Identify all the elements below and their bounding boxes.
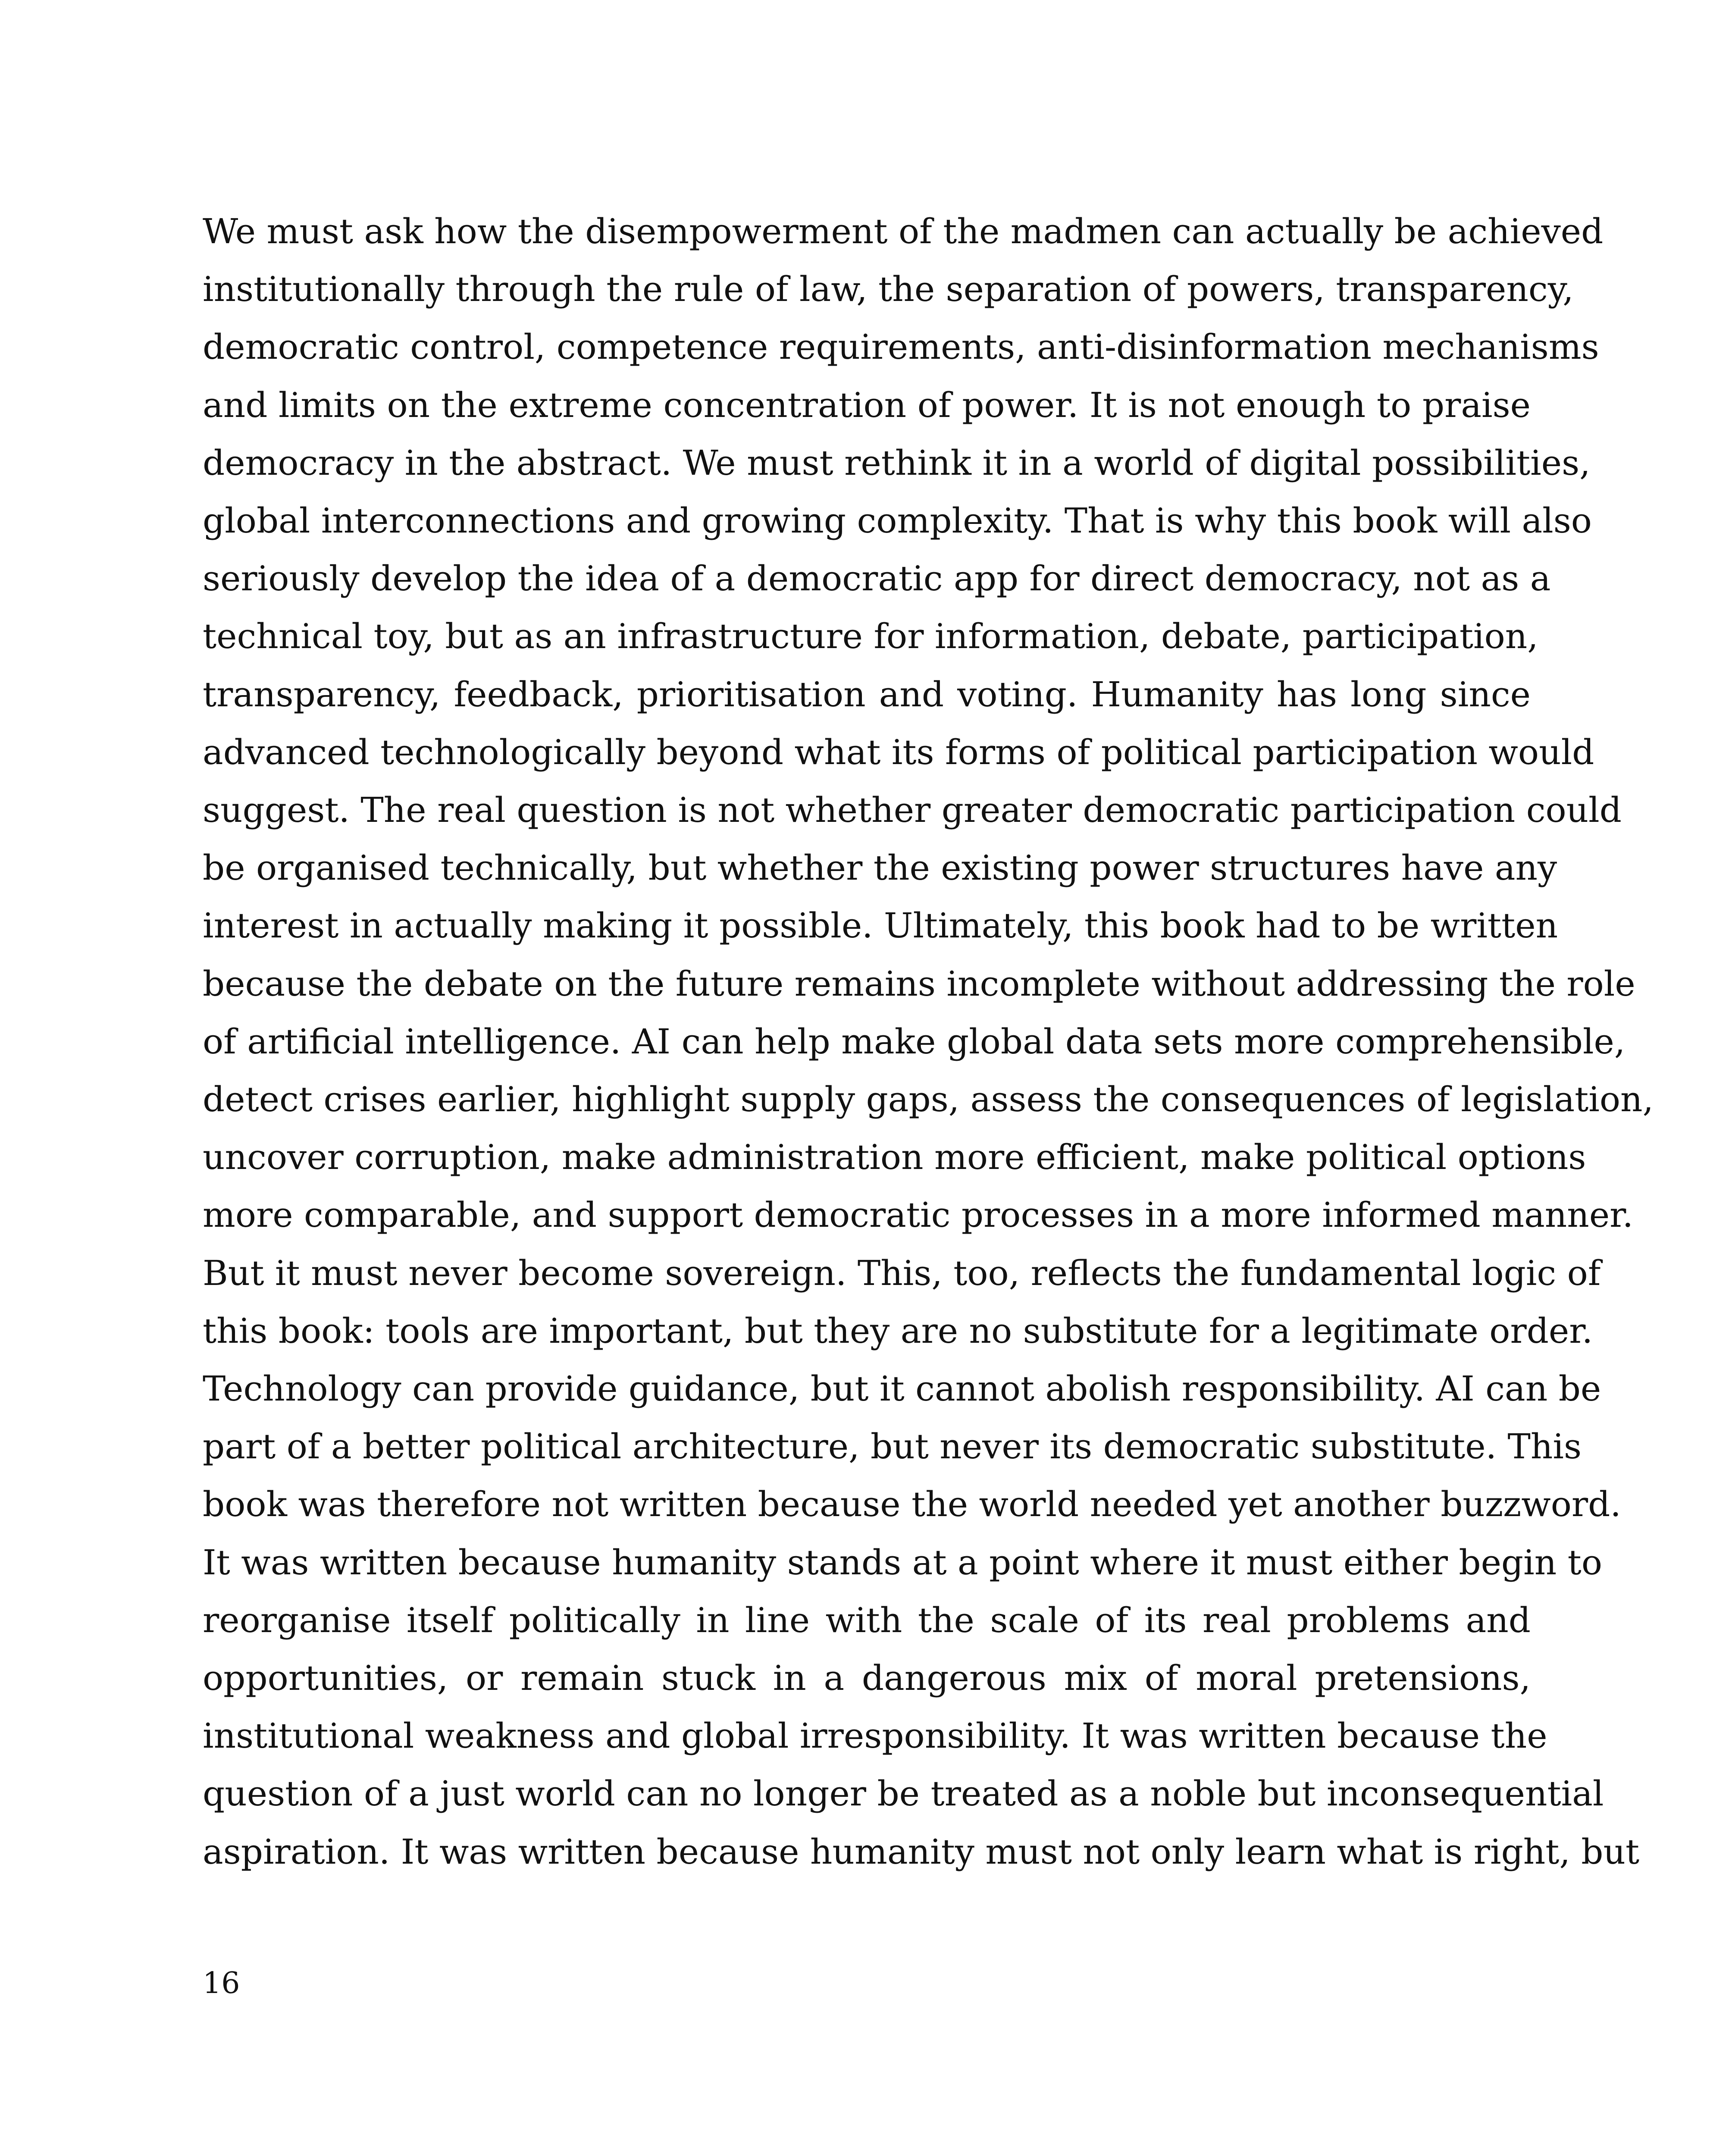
- text-line: technical toy, but as an infrastructure for information, debate, participation,: [203, 616, 1538, 657]
- text-line: part of a better political architecture, but never its democratic substitute. This: [203, 1426, 1582, 1467]
- text-line: democratic control, competence requirements, anti-disinformation mechanisms: [203, 327, 1599, 367]
- text-line: We must ask how the disempowerment of the madmen can actually be achieved: [203, 211, 1604, 251]
- text-line: It was written because humanity stands at a point where it must either begin to: [203, 1542, 1602, 1583]
- text-line: But it must never become sovereign. This, too, reflects the fundamental logic of: [203, 1253, 1601, 1293]
- text-line: democracy in the abstract. We must rethink it in a world of digital possibilities,: [203, 442, 1591, 483]
- text-line: of artificial intelligence. AI can help make global data sets more comprehensible,: [203, 1021, 1626, 1062]
- text-line: interest in actually making it possible. Ultimately, this book had to be written: [203, 906, 1558, 946]
- text-line: suggest. The real question is not whether greater democratic participation could: [203, 790, 1622, 830]
- text-line: this book: tools are important, but they are no substitute for a legitimate order.: [203, 1310, 1593, 1351]
- body-paragraph: [203, 203, 1654, 1881]
- page-number: 16: [203, 1966, 240, 2000]
- text-line: question of a just world can no longer be treated as a noble but inconsequential: [203, 1774, 1604, 1814]
- text-line: be organised technically, but whether the existing power structures have any: [203, 848, 1557, 888]
- text-line: transparency, feedback, prioritisation and voting. Humanity has long since: [203, 674, 1531, 714]
- text-line: because the debate on the future remains incomplete without addressing the role: [203, 963, 1635, 1004]
- text-line: more comparable, and support democratic processes in a more informed manner.: [203, 1195, 1634, 1235]
- text-line: advanced technologically beyond what its forms of political participation would: [203, 732, 1594, 772]
- text-line: institutional weakness and global irresponsibility. It was written because the: [203, 1716, 1547, 1756]
- text-line: reorganise itself politically in line with the scale of its real problems and: [203, 1600, 1531, 1640]
- text-line: uncover corruption, make administration more efficient, make political options: [203, 1137, 1586, 1178]
- text-line: opportunities, or remain stuck in a dangerous mix of moral pretensions,: [203, 1658, 1531, 1698]
- text-line: and limits on the extreme concentration of power. It is not enough to praise: [203, 385, 1531, 425]
- text-line: global interconnections and growing complexity. That is why this book will also: [203, 501, 1592, 541]
- text-line: seriously develop the idea of a democratic app for direct democracy, not as a: [203, 558, 1551, 599]
- text-line: Technology can provide guidance, but it cannot abolish responsibility. AI can be: [203, 1369, 1601, 1409]
- text-line: aspiration. It was written because humanity must not only learn what is right, but: [203, 1831, 1640, 1872]
- text-line: book was therefore not written because the world needed yet another buzzword.: [203, 1484, 1621, 1525]
- text-line: institutionally through the rule of law, the separation of powers, transparency,: [203, 269, 1574, 310]
- text-line: detect crises earlier, highlight supply gaps, assess the consequences of legislation,: [203, 1079, 1654, 1120]
